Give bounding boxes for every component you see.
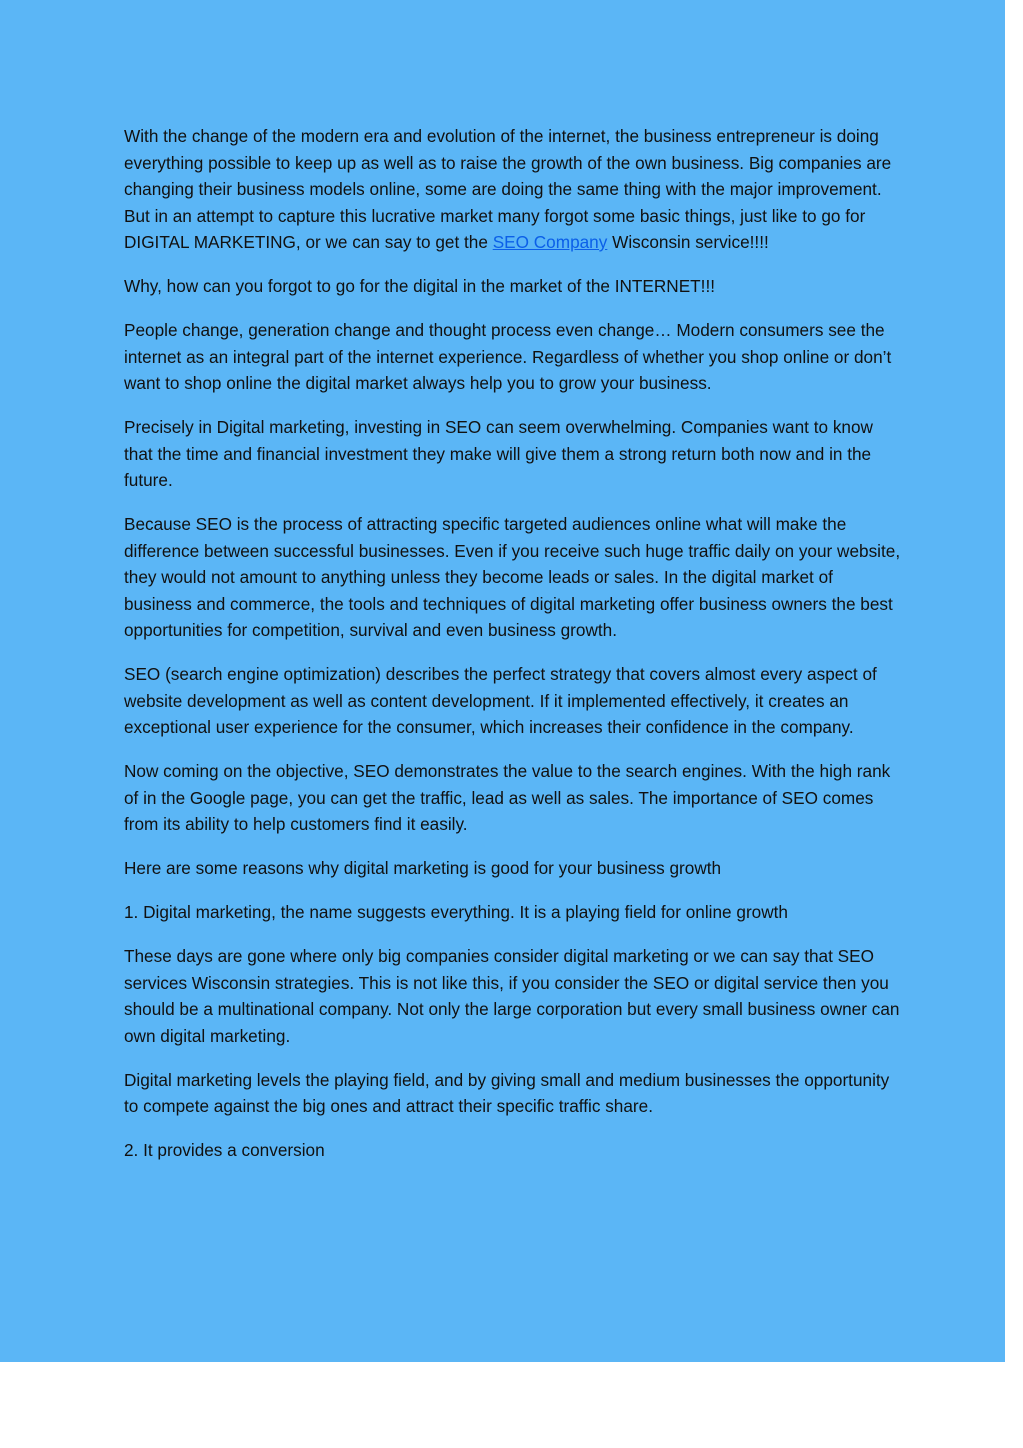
paragraph-intro-text: With the change of the modern era and evolution of the internet, the business entrepreneur is doing everything possible to keep up as well as to raise the growth of the own business. Big companies are changing their business models online, some are doing the same thing with the major improvement. But in an attempt to capture this lucrative market many forgot some basic things, just like to go for DIGITAL MARKETING, or we can say to get the <box>124 126 892 252</box>
paragraph-objective: Now coming on the objective, SEO demonstrates the value to the search engines. With the high rank of in the Google page, you can get the traffic, lead as well as sales. The importance of SEO comes from its ability to help customers find it easily. <box>124 761 891 834</box>
paragraph-seo-definition: SEO (search engine optimization) describes the perfect strategy that covers almost every aspect of website development as well as content development. If it implemented effectively, it creates an exceptional user experience for the consumer, which increases their confidence in the company. <box>124 664 877 737</box>
paragraph-investing-seo: Precisely in Digital marketing, investing in SEO can seem overwhelming. Companies want to know that the time and financial investment they make will give them a strong return both now and in the future. <box>124 417 873 490</box>
paragraph-why: Why, how can you forgot to go for the digital in the market of the INTERNET!!! <box>124 276 716 296</box>
paragraph-reasons-intro: Here are some reasons why digital marketing is good for your business growth <box>124 858 722 878</box>
paragraph-intro-tail: Wisconsin service!!!! <box>607 232 769 252</box>
paragraph-intro <box>124 123 904 256</box>
document-body <box>124 123 904 1181</box>
paragraph-big-companies: These days are gone where only big companies consider digital marketing or we can say that SEO services Wisconsin strategies. This is not like this, if you consider the SEO or digital service then you should be a multinational company. Not only the large corporation but every small business owner can own digital marketing. <box>124 946 900 1046</box>
paragraph-seo-process: Because SEO is the process of attracting specific targeted audiences online what will make the difference between successful businesses. Even if you receive such huge traffic daily on your website, they would not amount to anything unless they become leads or sales. In the digital market of business and commerce, the tools and techniques of digital marketing offer business owners the best opportunities for competition, survival and even business growth. <box>124 514 901 640</box>
paragraph-reason-1: 1. Digital marketing, the name suggests everything. It is a playing field for online growth <box>124 902 788 922</box>
paragraph-playing-field: Digital marketing levels the playing field, and by giving small and medium businesses the opportunity to compete against the big ones and attract their specific traffic share. <box>124 1069 890 1116</box>
paragraph-people-change: People change, generation change and thought process even change… Modern consumers see the internet as an integral part of the internet experience. Regardless of whether you shop online or don’t want to shop online the digital market always help you to grow your business. <box>124 320 892 393</box>
paragraph-reason-2: 2. It provides a conversion <box>124 1140 325 1160</box>
seo-company-link[interactable]: SEO Company <box>492 232 608 252</box>
